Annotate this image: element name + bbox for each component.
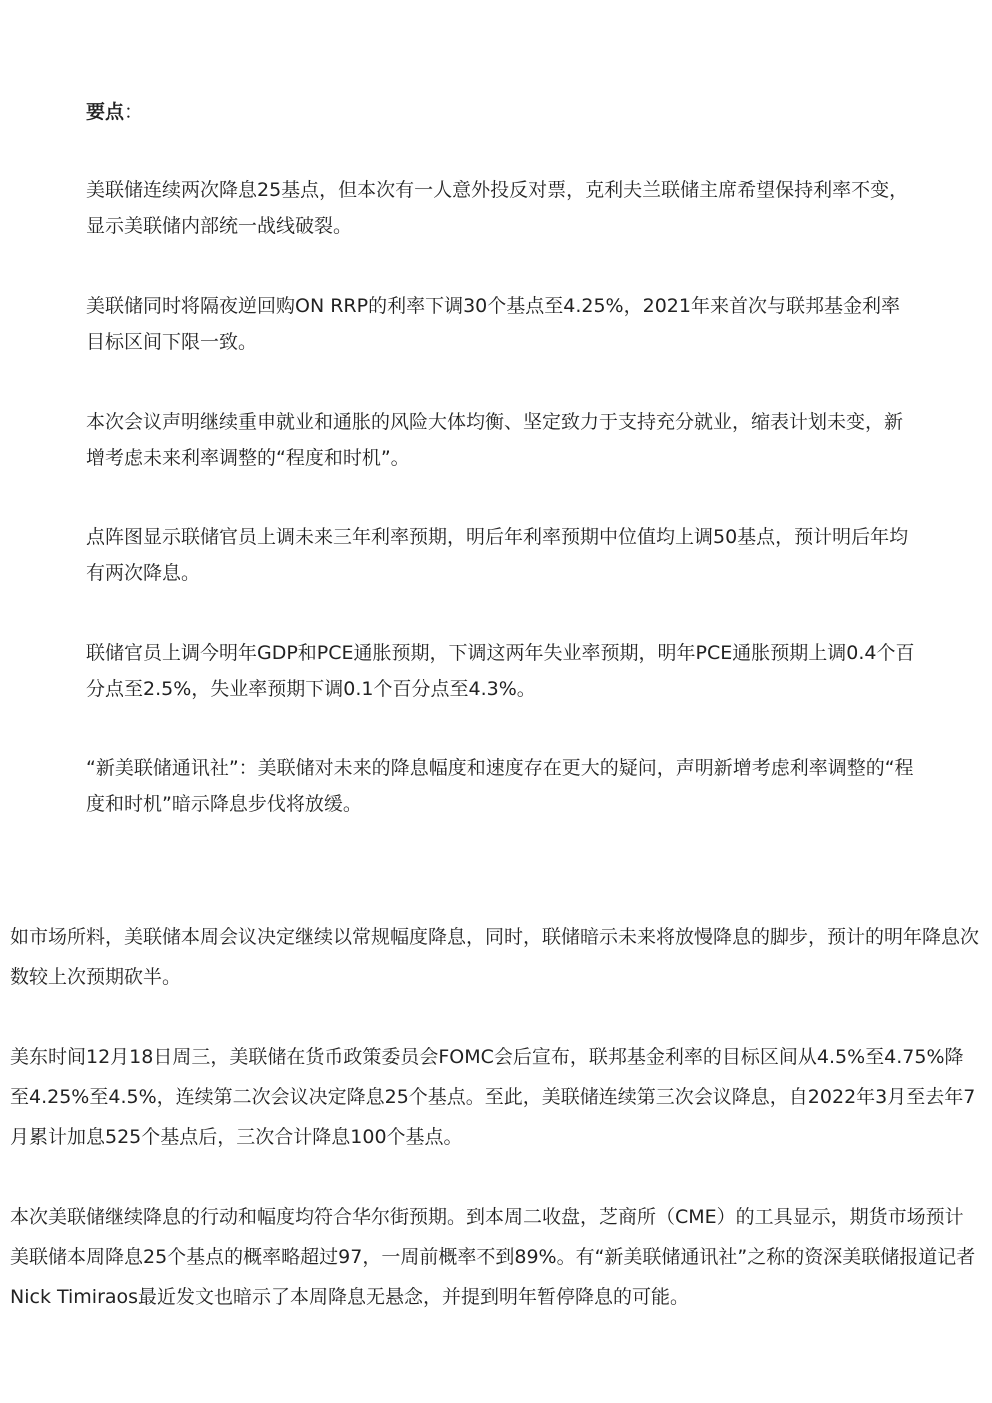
- body-paragraph: 如市场所料，美联储本周会议决定继续以常规幅度降息，同时，联储暗示未来将放慢降息的脚步，预计的明年降息次数较上次预期砍半。: [10, 926, 980, 988]
- key-point-item: 美联储连续两次降息25基点，但本次有一人意外投反对票，克利夫兰联储主席希望保持利率不变，显示美联储内部统一战线破裂。: [86, 179, 909, 237]
- key-points-section: [86, 96, 916, 815]
- key-point-item: 美联储同时将隔夜逆回购ON RRP的利率下调30个基点至4.25%，2021年来首次与联邦基金利率目标区间下限一致。: [86, 295, 900, 353]
- key-point-item: 联储官员上调今明年GDP和PCE通胀预期，下调这两年失业率预期，明年PCE通胀预期上调0.4个百分点至2.5%，失业率预期下调0.1个百分点至4.3%。: [86, 642, 915, 700]
- key-point-item: 本次会议声明继续重申就业和通胀的风险大体均衡、坚定致力于支持充分就业，缩表计划未变，新增考虑未来利率调整的“程度和时机”。: [86, 411, 904, 469]
- key-point-item: “新美联储通讯社”：美联储对未来的降息幅度和速度存在更大的疑问，声明新增考虑利率调整的“程度和时机”暗示降息步伐将放缓。: [86, 757, 914, 815]
- body-paragraph: 本次美联储继续降息的行动和幅度均符合华尔街预期。到本周二收盘，芝商所（CME）的工具显示，期货市场预计美联储本周降息25个基点的概率略超过97，一周前概率不到89%。有“新美联储通讯社”之称的资深美联储报道记者Nick Timiraos最近发文也暗示了本周降息无悬念，并提到明年暂停降息的可能。: [10, 1206, 976, 1308]
- body-paragraph: 美东时间12月18日周三，美联储在货币政策委员会FOMC会后宣布，联邦基金利率的目标区间从4.5%至4.75%降至4.25%至4.5%，连续第二次会议决定降息25个基点。至此，美联储连续第三次会议降息，自2022年3月至去年7月累计加息525个基点后，三次合计降息100个基点。: [10, 1046, 976, 1148]
- key-point-item: 点阵图显示联储官员上调未来三年利率预期，明后年利率预期中位值均上调50基点，预计明后年均有两次降息。: [86, 526, 909, 584]
- key-points-heading-bold: 要点: [86, 101, 125, 123]
- key-points-heading: [86, 96, 916, 128]
- key-points-heading-colon: ：: [124, 101, 144, 123]
